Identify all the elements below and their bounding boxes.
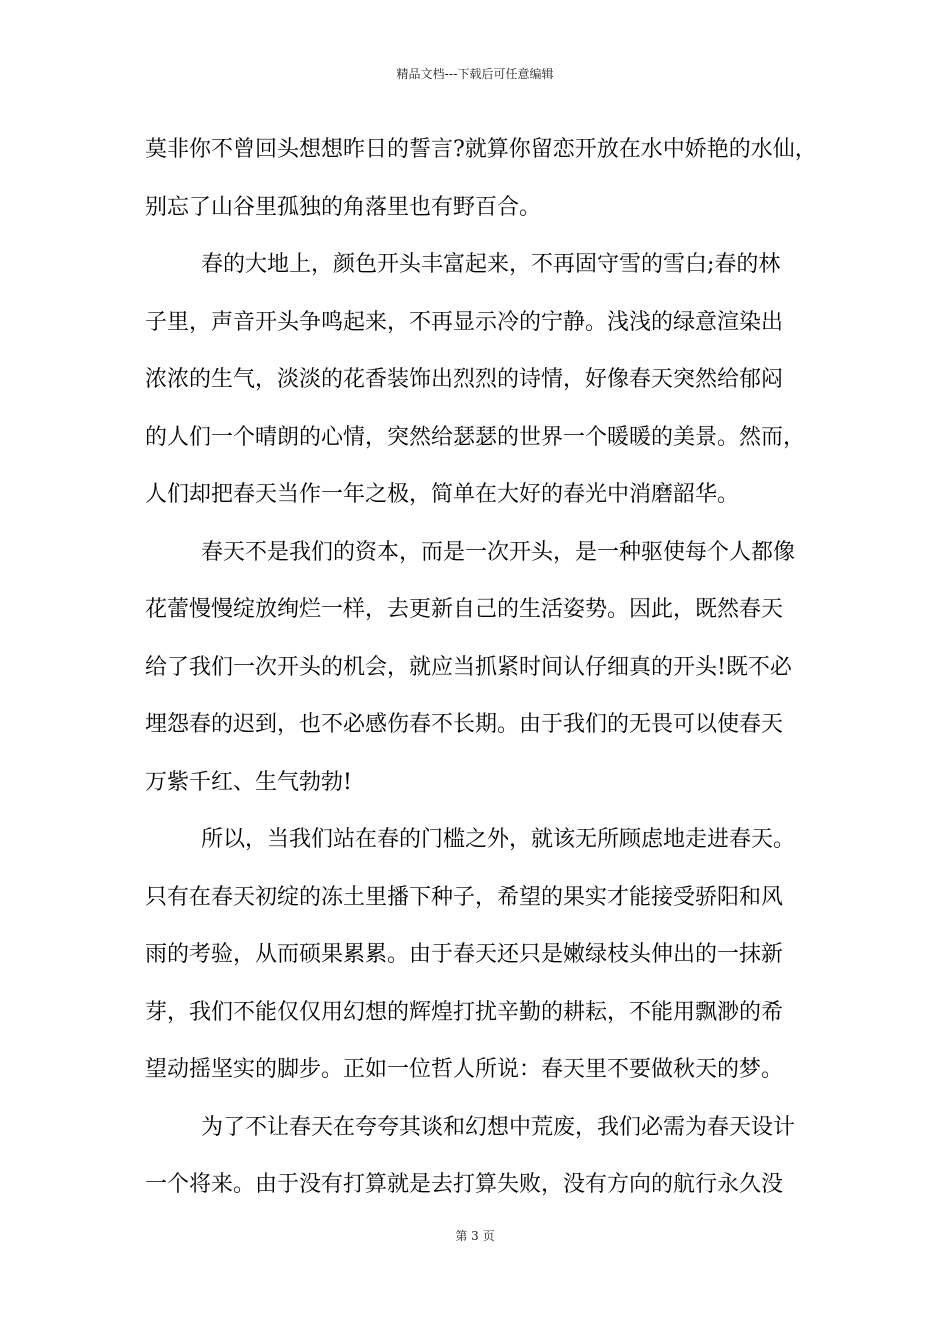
text-line: 埋怨春的迟到，也不必感伤春不长期。由于我们的无畏可以使春天: [145, 712, 784, 737]
text-line: 为了不让春天在夸夸其谈和幻想中荒废，我们必需为春天设计: [201, 1114, 796, 1140]
text-line: 只有在春天初绽的冻土里播下种子，希望的果实才能接受骄阳和风: [145, 884, 784, 910]
text-line: 花蕾慢慢绽放绚烂一样，去更新自己的生活姿势。因此，既然春天: [145, 597, 784, 622]
text-line: 春的大地上，颜色开头丰富起来，不再固守雪的雪白;春的林: [201, 252, 781, 277]
text-line: 人们却把春天当作一年之极，简单在大好的春光中消磨韶华。: [145, 482, 740, 507]
text-line: 的人们一个晴朗的心情，突然给瑟瑟的世界一个暖暖的美景。然而，: [145, 424, 806, 450]
text-line: 给了我们一次开头的机会，就应当抓紧时间认仔细真的开头!既不必: [145, 654, 792, 680]
text-line: 浓浓的生气，淡淡的花香装饰出烈烈的诗情，好像春天突然给郁闷: [145, 367, 784, 392]
text-line: 一个将来。由于没有打算就是去打算失败，没有方向的航行永久没: [145, 1172, 784, 1197]
text-line: 莫非你不曾回头想想昨日的誓言?就算你留恋开放在水中娇艳的水仙，: [145, 137, 817, 162]
text-line: 春天不是我们的资本，而是一次开头，是一种驱使每个人都像: [201, 539, 796, 565]
document-body: [145, 130, 815, 1223]
page-header: 精品文档---下载后可任意编辑: [396, 67, 554, 81]
page-number: 第 3 页: [455, 1229, 495, 1243]
text-line: 别忘了山谷里孤独的角落里也有野百合。: [145, 194, 542, 220]
text-line: 所以，当我们站在春的门槛之外，就该无所顾虑地走进春天。: [201, 827, 796, 852]
text-line: 万紫千红、生气勃勃!: [145, 769, 352, 795]
text-line: 子里，声音开头争鸣起来，不再显示冷的宁静。浅浅的绿意渲染出: [145, 309, 784, 335]
text-line: 雨的考验，从而硕果累累。由于春天还只是嫩绿枝头伸出的一抹新: [145, 942, 784, 967]
text-line: 望动摇坚实的脚步。正如一位哲人所说：春天里不要做秋天的梦。: [145, 1057, 784, 1082]
text-line: 芽，我们不能仅仅用幻想的辉煌打扰辛勤的耕耘，不能用飘渺的希: [145, 999, 784, 1025]
